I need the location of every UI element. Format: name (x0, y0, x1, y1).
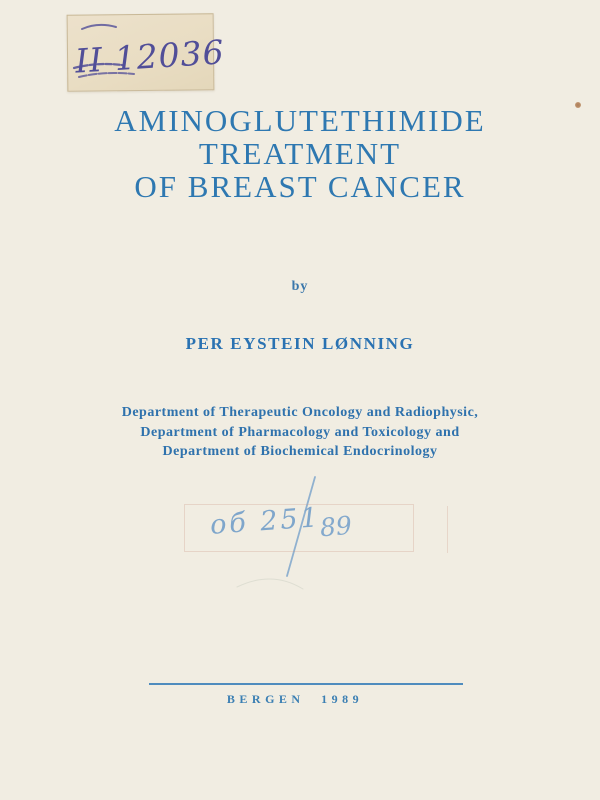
title-line-2: TREATMENT (198, 136, 402, 171)
inventory-mark-left: об 251 (209, 502, 322, 541)
byline: by (291, 279, 309, 294)
title-line-3: OF BREAST CANCER (134, 169, 466, 204)
affiliation-line-1: Department of Therapeutic Oncology and Radiophysic, (121, 405, 479, 420)
foxing-spot (575, 102, 581, 108)
shelf-label-handwriting: II 12036 (73, 32, 226, 81)
book-title (0, 104, 600, 203)
title-line-1: AMINOGLUTETHIMIDE (114, 103, 486, 138)
shelf-label (67, 13, 226, 92)
affiliation-block (0, 403, 600, 462)
imprint-rule (149, 683, 463, 685)
inventory-mark-right: 89 (318, 510, 354, 543)
author-name: PER EYSTEIN LØNNING (185, 334, 415, 353)
affiliation-line-3: Department of Biochemical Endocrinology (162, 444, 438, 459)
imprint-city-year: BERGEN 1989 (226, 692, 364, 706)
affiliation-line-2: Department of Pharmacology and Toxicology and (140, 424, 460, 440)
faded-stamp-outline-tail (447, 506, 448, 553)
pencil-scratch (237, 579, 303, 589)
